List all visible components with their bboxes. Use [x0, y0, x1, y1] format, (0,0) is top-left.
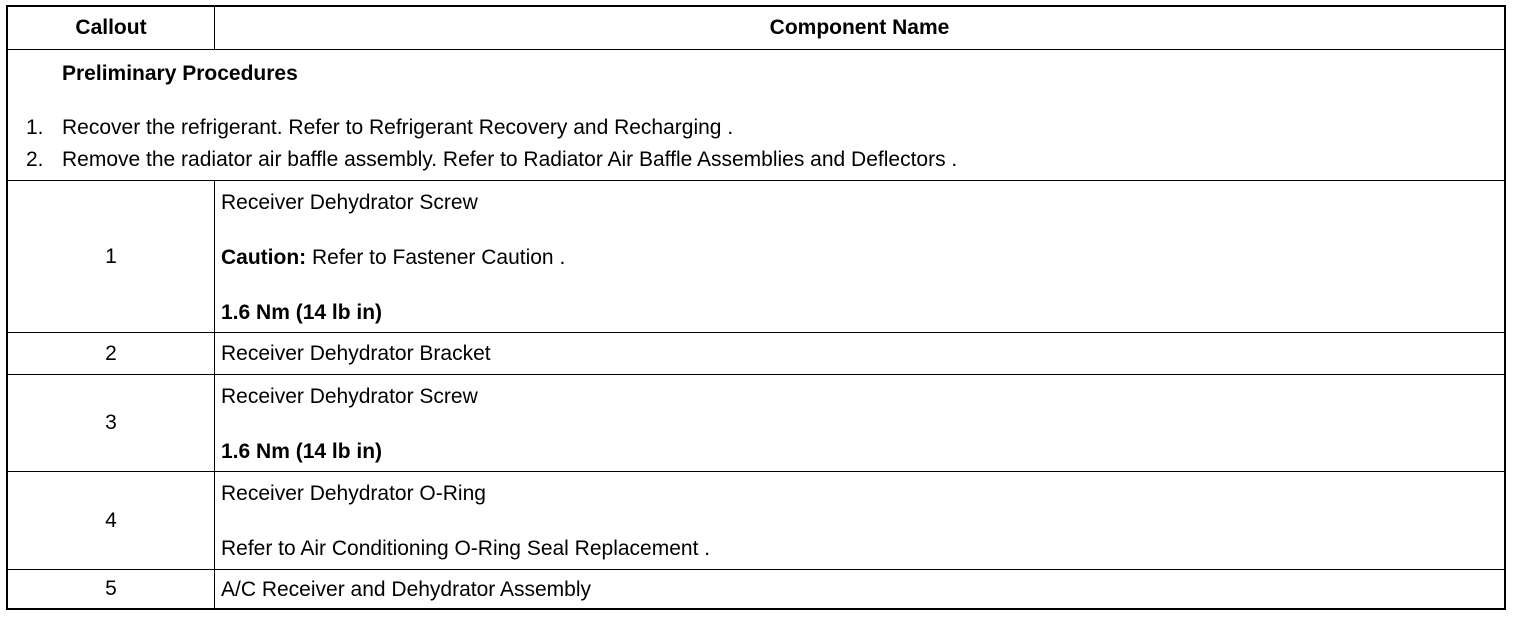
step-text: Remove the radiator air baffle assembly. Refer to Radiator Air Baffle Assemblies and Deflectors . [62, 148, 958, 171]
table-row [8, 181, 1504, 333]
component-name: Receiver Dehydrator Screw [221, 191, 478, 214]
component-name-cell [215, 570, 1504, 608]
caution-text: Refer to Fastener Caution . [306, 246, 566, 269]
torque-spec: 1.6 Nm (14 lb in) [221, 301, 383, 324]
table-row [8, 570, 1504, 608]
preliminary-step-1 [26, 116, 733, 140]
callout-cell: 1 [8, 181, 215, 332]
callout-cell: 3 [8, 375, 215, 471]
table-header-row [8, 7, 1504, 50]
component-name: Receiver Dehydrator Screw [221, 385, 478, 408]
component-name-cell [215, 181, 1504, 332]
step-number: 2. [26, 148, 44, 171]
table-row [8, 375, 1504, 472]
table-row [8, 333, 1504, 375]
table-row [8, 472, 1504, 570]
component-name: A/C Receiver and Dehydrator Assembly [221, 578, 591, 601]
components-table [6, 5, 1506, 610]
caution-label: Caution: [221, 246, 307, 269]
reference-note: Refer to Air Conditioning O-Ring Seal Replacement . [221, 537, 711, 560]
callout-column-header: Callout [8, 7, 215, 49]
callout-cell: 5 [8, 570, 215, 608]
preliminary-procedures-title: Preliminary Procedures [62, 62, 298, 85]
callout-cell: 4 [8, 472, 215, 569]
component-name: Receiver Dehydrator O-Ring [221, 482, 486, 505]
step-text: Recover the refrigerant. Refer to Refrigerant Recovery and Recharging . [62, 116, 734, 139]
preliminary-procedures-row [8, 50, 1504, 181]
caution-note [221, 246, 565, 270]
torque-spec: 1.6 Nm (14 lb in) [221, 440, 383, 463]
component-name: Receiver Dehydrator Bracket [221, 342, 491, 365]
preliminary-step-2 [26, 148, 957, 172]
component-name-cell [215, 333, 1504, 374]
component-name-cell [215, 375, 1504, 471]
component-name-column-header: Component Name [769, 16, 950, 39]
component-name-cell [215, 472, 1504, 569]
step-number: 1. [26, 116, 44, 139]
callout-cell: 2 [8, 333, 215, 374]
